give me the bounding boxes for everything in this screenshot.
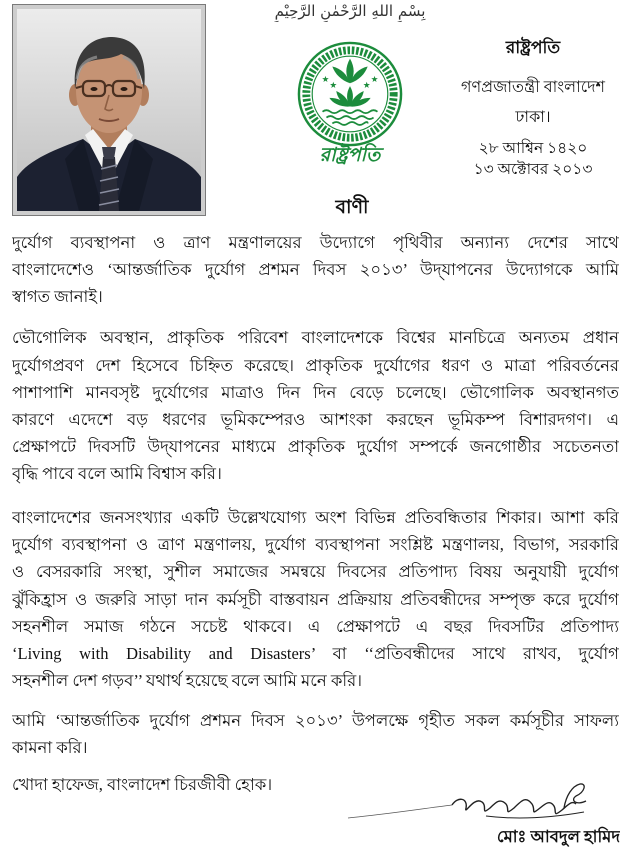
paragraph-2-line-2: দুর্যোগপ্রবণ দেশ হিসেবে চিহ্নিত করেছে। প্রাকৃতিক দুর্যোগের ধরণ ও মাত্রা পরিবর্তনের bbox=[12, 356, 619, 375]
paragraph-2-line-3: পাশাপাশি মানবসৃষ্ট দুর্যোগের মাত্রাও দিন দিন বেড়ে চলেছে। ভৌগোলিক অবস্থানগত bbox=[12, 383, 619, 402]
office-title: রাষ্ট্রপতি bbox=[505, 38, 561, 57]
paragraph-2-line-4: কারণে এদেশে বড় ধরণের ভূমিকম্পেরও আশংকা করছেন ভূমিকম্প বিশারদগণ। এ bbox=[12, 410, 619, 429]
portrait-tie-knot bbox=[102, 147, 116, 159]
message-title: বাণী bbox=[335, 197, 369, 218]
paragraph-2-line-5: প্রেক্ষাপটে দিবসটি উদ্‌যাপনের মাধ্যমে প্রাকৃতিক দুর্যোগ সম্পর্কে জনগোষ্ঠীর সচেতনতা bbox=[12, 437, 619, 456]
signature-lead-stroke bbox=[348, 805, 452, 818]
city-name: ঢাকা। bbox=[515, 109, 551, 126]
date-bengali: ২৮ আশ্বিন ১৪২০ bbox=[478, 140, 588, 157]
bismillah-header: بِسْمِ اللهِ الرَّحْمٰنِ الرَّحِيْمِ bbox=[274, 2, 426, 20]
paragraph-3-line-6: ‘Living with Disability and Disasters’ বা ‘‘প্রতিবন্ধীদের সাথে রাখব, দুর্যোগ bbox=[12, 644, 619, 663]
paragraph-3-line-7: সহনশীল দেশ গড়ব’’ যথার্থ হয়েছে বলে আমি মনে করি। bbox=[12, 671, 363, 690]
paragraph-1-line-3: স্বাগত জানাই। bbox=[12, 287, 103, 306]
signature-loop-stroke bbox=[564, 784, 586, 808]
signatory-name: মোঃ আবদুল হামিদ bbox=[496, 827, 620, 846]
country-name: গণপ্রজাতন্ত্রী বাংলাদেশ bbox=[460, 79, 606, 96]
signature-underline-stroke bbox=[486, 812, 584, 818]
closing-line: খোদা হাফেজ, বাংলাদেশ চিরজীবী হোক। bbox=[12, 775, 273, 794]
handwritten-signature-icon bbox=[340, 778, 610, 830]
portrait-frame bbox=[12, 4, 206, 216]
bangladesh-emblem-icon bbox=[296, 40, 404, 148]
portrait-eye-left bbox=[91, 87, 98, 91]
paragraph-3-line-1: বাংলাদেশের জনসংখ্যার একটি উল্লেখযোগ্য অংশ বিভিন্ন প্রতিবন্ধিতার শিকার। আশা করি bbox=[12, 508, 619, 527]
paragraph-3-line-4: ঝুঁকিহ্রাস ও জরুরি সাড়া দান কর্মসূচী বাস্তবায়ন প্রক্রিয়ায় প্রতিবন্ধীদের সম্পৃক্ত করে দুর্যোগ bbox=[12, 590, 619, 609]
portrait-photo-icon bbox=[17, 9, 201, 211]
paragraph-3-line-5: সহনশীল সমাজ গঠনে সচেষ্ট থাকবে। এ প্রেক্ষাপটে এ বছর দিবসটির প্রতিপাদ্য bbox=[12, 617, 619, 636]
paragraph-3-line-2: দুর্যোগ ব্যবস্থাপনা ও ত্রাণ মন্ত্রণালয়, দুর্যোগ ব্যবস্থাপনা সংশ্লিষ্ট মন্ত্রণালয়, বিভাগ, সরকারি bbox=[12, 535, 619, 554]
paragraph-2-line-6: বৃদ্ধি পাবে বলে আমি বিশ্বাস করি। bbox=[12, 464, 222, 483]
paragraph-4-line-1: আমি ‘আন্তর্জাতিক দুর্যোগ প্রশমন দিবস ২০১৩’ উপলক্ষে গৃহীত সকল কর্মসূচীর সাফল্য bbox=[12, 711, 619, 730]
portrait-eye-right bbox=[121, 87, 128, 91]
paragraph-2-line-1: ভৌগোলিক অবস্থান, প্রাকৃতিক পরিবেশ বাংলাদেশকে বিশ্বের মানচিত্রে অন্যতম প্রধান bbox=[12, 328, 619, 347]
emblem-caption: রাষ্ট্রপতি bbox=[319, 145, 381, 166]
paragraph-1-line-1: দুর্যোগ ব্যবস্থাপনা ও ত্রাণ মন্ত্রণালয়ের উদ্যোগে পৃথিবীর অন্যান্য দেশের সাথে bbox=[12, 233, 619, 252]
paragraph-3-line-3: ও বেসরকারি সংস্থা, সুশীল সমাজের সমন্বয়ে দিবসের প্রতিপাদ্য বিষয় অনুযায়ী দুর্যোগ bbox=[12, 562, 619, 581]
signature-main-stroke bbox=[452, 799, 576, 813]
paragraph-4-line-2: কামনা করি। bbox=[12, 738, 88, 757]
paragraph-1-line-2: বাংলাদেশেও ‘আন্তর্জাতিক দুর্যোগ প্রশমন দিবস ২০১৩’ উদ্‌যাপনের উদ্যোগকে আমি bbox=[12, 260, 619, 279]
date-gregorian: ১৩ অক্টোবর ২০১৩ bbox=[473, 161, 593, 178]
